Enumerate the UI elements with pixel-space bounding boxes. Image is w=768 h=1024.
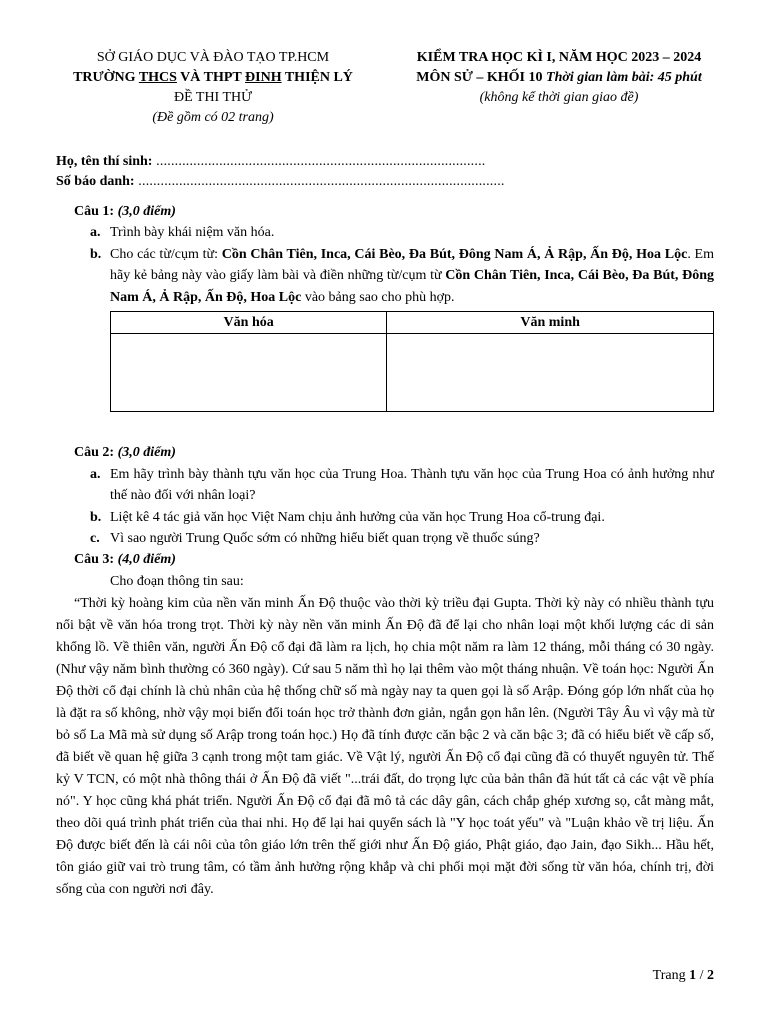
- question-2a: a. Em hãy trình bày thành tựu văn học của Trung Hoa. Thành tựu văn học của Trung Hoa có ảnh hưởng như thế nào đối với nhân loại?: [90, 466, 714, 504]
- question-3-intro: Cho đoạn thông tin sau:: [110, 573, 244, 589]
- time-note: (không kể thời gian giao đề): [479, 90, 639, 105]
- question-2-title: Câu 2: (3,0 điểm): [74, 445, 176, 461]
- question-2b: b. Liệt kê 4 tác giả văn học Việt Nam chịu ảnh hưởng của văn học Trung Hoa cổ-trung đại.: [90, 509, 605, 525]
- subject-time: MÔN SỬ – KHỐI 10 Thời gian làm bài: 45 phút: [416, 70, 702, 85]
- document-type: ĐỀ THI THỬ: [173, 90, 252, 105]
- exam-content: [56, 201, 714, 901]
- question-1b: b. Cho các từ/cụm từ: Cồn Chân Tiên, Inca, Cái Bèo, Đa Bút, Đông Nam Á, Ả Rập, Ấn Độ, Hoa Lộc. Em hãy kẻ bảng này vào giấy làm bài và điền những từ/cụm từ Cồn Chân Tiên, Inca, Cái Bèo, Đa Bút, Đông Nam Á, Ả Rập, Ấn Độ, Hoa Lộc vào bảng sao cho phù hợp.: [90, 246, 715, 305]
- table-cell-culture: [111, 334, 387, 412]
- table-cell-civilization: [387, 334, 714, 412]
- question-3-title: Câu 3: (4,0 điểm): [74, 552, 176, 568]
- student-name-line: Họ, tên thí sinh: .........................................................................................: [56, 154, 486, 169]
- student-info: [56, 152, 505, 192]
- exam-title: KIỂM TRA HỌC KÌ I, NĂM HỌC 2023 – 2024: [416, 50, 702, 65]
- classification-table: [110, 311, 714, 412]
- table-header-culture: Văn hóa: [111, 312, 387, 334]
- table-header-civilization: Văn minh: [387, 312, 714, 334]
- department-name: SỞ GIÁO DỤC VÀ ĐÀO TẠO TP.HCM: [96, 50, 330, 65]
- header-left: [40, 48, 386, 128]
- school-name: TRƯỜNG THCS VÀ THPT ĐINH THIỆN LÝ: [73, 70, 353, 85]
- page-number: Trang 1 / 2: [652, 968, 714, 983]
- question-1a: a. Trình bày khái niệm văn hóa.: [90, 225, 275, 241]
- question-3-passage: “Thời kỳ hoàng kim của nền văn minh Ấn Độ thuộc vào thời kỳ triều đại Gupta. Thời kỳ này có nhiều thành tựu nổi bật về văn hóa trong trọt. Thời kỳ này nền văn minh Ấn Độ đã để lại cho nhân loại một khối lượng các di sản khổng lồ. Về thiên văn, người Ấn Độ cổ đại đã làm ra lịch, họ chia một năm ra làm 12 tháng, mỗi tháng có 30 ngày. (Như vậy năm bình thường có 360 ngày). Cứ sau 5 năm thì họ lại thêm vào một tháng nhuận. Về toán học: Người Ấn Độ thời cổ đại chính là chủ nhân của hệ thống chữ số mà ngày nay ta quen gọi là số Arập. Đóng góp lớn nhất của họ là đặt ra số không, nhờ vậy mọi biến đổi toán học trở thành đơn giản, ngắn gọn hẳn lên. (Người Tây Âu vì vậy mà từ bỏ số La Mã mà sử dụng số Arập trong toán học.) Họ đã tính được căn bậc 2 và căn bậc 3; đã có hiểu biết về cấp số, đã biết về quan hệ giữa 3 cạnh trong một tam giác. Về Vật lý, người Ấn Độ cổ đại cũng đã có thuyết nguyên tử. Thế kỷ V TCN, có một nhà thông thái ở Ấn Độ đã viết "...trái đất, do trọng lực của bản thân đã hút tất cả các vật về phía nó". Y học cũng khá phát triển. Người Ấn Độ cổ đại đã mô tả các dây gân, cách chắp ghép xương sọ, cắt màng mắt, theo dõi quá trình phát triển của thai nhi. Họ để lại hai quyển sách là "Y học toát yếu" và "Luận khảo về trị liệu. Ấn Độ được biết đến là cái nôi của tôn giáo lớn trên thế giới như Ấn Độ giáo, Phật giáo, đạo Jain, đạo Sikh... Hầu hết, tôn giáo giữ vai trò trung tâm, có tầm ảnh hưởng rộng khắp và chi phối mọi mặt đời sống từ văn hóa, chính trị, đời sống của con người nơi đây.: [56, 596, 714, 898]
- question-2c: c. Vì sao người Trung Quốc sớm có những hiểu biết quan trọng về thuốc súng?: [90, 531, 540, 547]
- spacer: [56, 412, 714, 442]
- header-right: [390, 48, 728, 108]
- question-1-title: Câu 1: (3,0 điểm): [74, 204, 176, 219]
- pages-note: (Đề gồm có 02 trang): [152, 110, 274, 125]
- student-id-line: Số báo danh: ...................................................................................................: [56, 174, 505, 189]
